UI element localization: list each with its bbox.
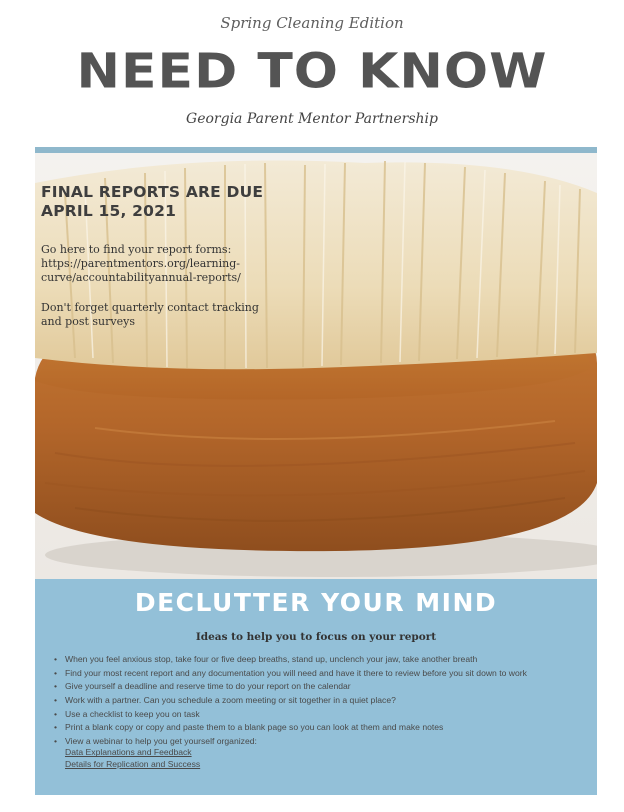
tracking-reminder-line1: Don't forget quarterly contact tracking: [41, 301, 259, 314]
edition-label: Spring Cleaning Edition: [220, 14, 404, 32]
list-item: • Print a blank copy or copy and paste them to a blank page so you can look at them and make notes: [54, 722, 594, 733]
list-item: • When you feel anxious stop, take four or five deep breaths, stand up, unclench your jaw, take another breath: [54, 654, 594, 665]
report-forms-url-line1[interactable]: https://parentmentors.org/learning-: [41, 257, 240, 270]
list-item: • Give yourself a deadline and reserve time to do your report on the calendar: [54, 681, 594, 692]
reports-heading: [41, 183, 311, 221]
webinar-text: View a webinar to help you get yourself organized:: [65, 736, 257, 747]
declutter-panel: [35, 579, 597, 795]
report-forms-info: [41, 243, 311, 285]
declutter-heading: DECLUTTER YOUR MIND: [134, 588, 498, 617]
list-item: • Use a checklist to keep you on task: [54, 709, 594, 720]
reports-due-date: APRIL 15, 2021: [41, 202, 177, 220]
final-reports-notice: [41, 183, 311, 329]
organization-name: Georgia Parent Mentor Partnership: [186, 111, 438, 127]
newsletter-title: NEED TO KNOW: [76, 44, 548, 100]
webinar-link-replication-success[interactable]: Details for Replication and Success: [65, 758, 201, 769]
report-forms-text: Go here to find your report forms:: [41, 243, 232, 256]
list-item: • Work with a partner. Can you schedule a zoom meeting or sit together in a quiet place?: [54, 695, 594, 706]
tracking-reminder-line2: and post surveys: [41, 315, 135, 328]
list-item: • Find your most recent report and any documentation you will need and have it there to review before you sit down to work: [54, 668, 594, 679]
report-forms-url-line2[interactable]: curve/accountabilityannual-reports/: [41, 271, 241, 284]
tracking-reminder: [41, 301, 311, 329]
webinar-link-data-explanations[interactable]: Data Explanations and Feedback: [65, 747, 192, 758]
ideas-list: [35, 654, 594, 770]
list-item: [54, 736, 594, 747]
reports-heading-line1: FINAL REPORTS ARE DUE: [41, 183, 264, 201]
declutter-intro: Ideas to help you to focus on your report: [195, 631, 437, 643]
